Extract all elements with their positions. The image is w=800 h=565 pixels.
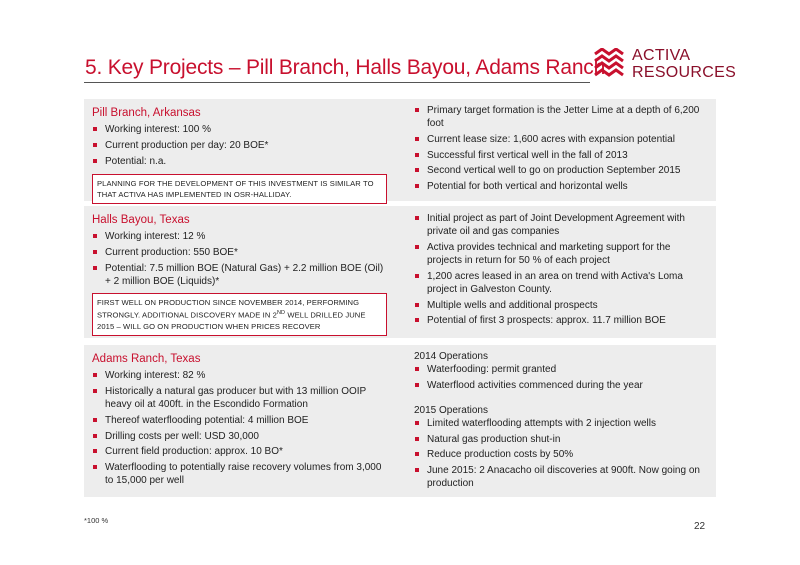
project-summary — [92, 353, 387, 490]
list-item: Initial project as part of Joint Development Agreement with private oil and gas companies — [414, 212, 704, 238]
list-item: Working interest: 82 % — [92, 369, 387, 382]
page-number: 22 — [694, 521, 706, 532]
list-item: Potential for both vertical and horizontal wells — [414, 180, 704, 193]
project-summary — [92, 107, 387, 204]
list-item: Waterflood activities commenced during the year — [414, 379, 704, 392]
company-logo — [594, 46, 737, 84]
list-item: Natural gas production shut-in — [414, 433, 704, 446]
project-details — [414, 212, 704, 330]
footnote: *100 % — [84, 516, 109, 525]
list-item: Drilling costs per well: USD 30,000 — [92, 430, 387, 443]
page-title: 5. Key Projects – Pill Branch, Halls Bayou, Adams Ranch — [85, 56, 606, 79]
project-summary — [92, 214, 387, 336]
list-item: June 2015: 2 Anacacho oil discoveries at 900ft. Now going on production — [414, 464, 704, 490]
callout-note: PLANNING FOR THE DEVELOPMENT OF THIS INVESTMENT IS SIMILAR TO THAT ACTIVA HAS IMPLEMENTED IN OSR-HALLIDAY. — [92, 174, 387, 204]
project-heading: Adams Ranch, Texas — [92, 353, 201, 365]
list-item: Thereof waterflooding potential: 4 million BOE — [92, 414, 387, 427]
project-bullets — [92, 123, 387, 168]
logo-text-activa: ACTIVA — [632, 47, 691, 64]
callout-text: FIRST WELL ON PRODUCTION SINCE NOVEMBER 2014, PERFORMING STRONGLY. ADDITIONAL DISCOVERY MADE IN 2 — [97, 298, 360, 320]
logo-text-resources: RESOURCES — [632, 64, 737, 81]
list-item: Current production per day: 20 BOE* — [92, 139, 387, 152]
project-adams-ranch — [84, 345, 716, 497]
list-item: Working interest: 12 % — [92, 230, 387, 243]
list-item: Current production: 550 BOE* — [92, 246, 387, 259]
list-item: Activa provides technical and marketing support for the projects in return for 50 % of each project — [414, 241, 704, 267]
project-details — [414, 104, 704, 196]
list-item: Potential: n.a. — [92, 155, 387, 168]
callout-text: WELL DRILLED JUNE 2015 – WILL GO ON PRODUCTION WHEN PRICES RECOVER — [97, 310, 366, 331]
list-item: Waterflooding to potentially raise recovery volumes from 3,000 to 15,000 per well — [92, 461, 387, 487]
list-item: Potential: 7.5 million BOE (Natural Gas) + 2.2 million BOE (Oil) + 2 million BOE (Liquids)* — [92, 262, 387, 288]
ops-2015-heading: 2015 Operations — [414, 404, 488, 416]
list-item: Current field production: approx. 10 BO* — [92, 445, 387, 458]
superscript: ND — [276, 310, 286, 317]
list-item: 1,200 acres leased in an area on trend with Activa's Loma project in Galveston County. — [414, 270, 704, 296]
project-pill-branch — [84, 99, 716, 201]
list-item: Second vertical well to go on production September 2015 — [414, 164, 704, 177]
list-item: Working interest: 100 % — [92, 123, 387, 136]
project-halls-bayou — [84, 206, 716, 338]
list-item: Historically a natural gas producer but with 13 million OOIP heavy oil at 400ft. in the Escondido Formation — [92, 385, 387, 411]
project-heading: Halls Bayou, Texas — [92, 214, 190, 226]
list-item: Limited waterflooding attempts with 2 injection wells — [414, 417, 704, 430]
list-item: Current lease size: 1,600 acres with expansion potential — [414, 133, 704, 146]
callout-note — [92, 293, 387, 336]
logo-mark-icon — [594, 48, 628, 80]
list-item: Potential of first 3 prospects: approx. 11.7 million BOE — [414, 314, 704, 327]
project-operations — [414, 350, 704, 493]
list-item: Multiple wells and additional prospects — [414, 299, 704, 312]
ops-2014-heading: 2014 Operations — [414, 351, 488, 362]
list-item: Reduce production costs by 50% — [414, 448, 704, 461]
title-underline — [84, 82, 590, 83]
list-item: Waterfooding: permit granted — [414, 363, 704, 376]
list-item: Primary target formation is the Jetter Lime at a depth of 6,200 foot — [414, 104, 704, 130]
project-heading: Pill Branch, Arkansas — [92, 107, 201, 119]
list-item: Successful first vertical well in the fall of 2013 — [414, 149, 704, 162]
